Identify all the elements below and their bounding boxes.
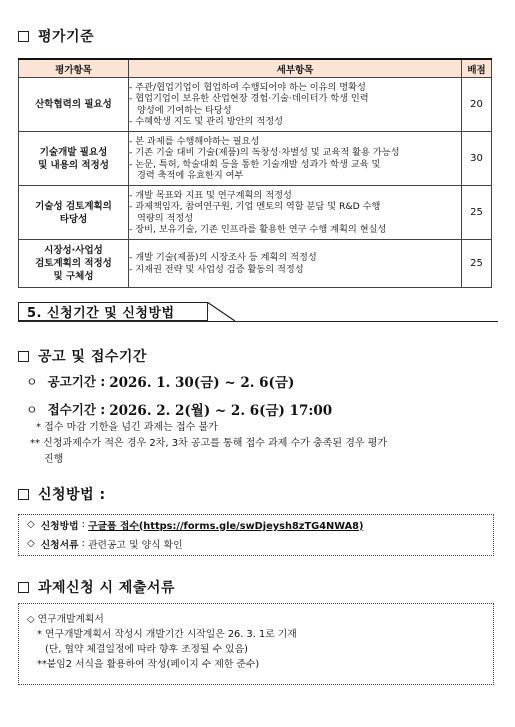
eval-item: 기술개발 필요성 및 내용의 적정성 [19, 132, 129, 186]
section-5-title: 5. 신청기간 및 신청방법 [18, 302, 208, 321]
eval-item: 산학협력의 필요성 [19, 78, 129, 132]
eval-item: 기술성 검토계획의 타당성 [19, 186, 129, 240]
table-row [19, 240, 492, 288]
notice-heading-title: 공고 및 접수기간 [38, 349, 147, 365]
eval-details: - 본 과제를 수행해야하는 필요성 - 기존 기술 대비 기술(제품)의 독창성·차별성 및 교육적 활용 가능성 - 논문, 특허, 학술대회 등을 통한 기술개발 성과가 학생 교육 및 경력 축적에 유효한지 여부 [129, 132, 462, 186]
banner-slant-icon [206, 302, 236, 322]
eval-heading [18, 26, 94, 46]
empty-square-icon [18, 31, 29, 42]
circle-bullet-icon: ㅇ [26, 402, 38, 417]
col-header: 세부항목 [129, 59, 462, 78]
notice-heading [18, 346, 147, 366]
announce-period [26, 371, 294, 391]
table-row [19, 186, 492, 240]
submit-box [18, 603, 494, 685]
method-heading-title: 신청방법 : [38, 487, 106, 503]
submit-line: * 연구개발계획서 작성시 개발기간 시작일은 26. 3. 1로 기재 [37, 629, 297, 640]
diamond-bullet-icon: ◇ [27, 519, 35, 530]
note-deadline: * 접수 마감 기한을 넘긴 과제는 접수 불가 [36, 422, 218, 433]
documents-row [19, 534, 493, 553]
empty-square-icon [18, 351, 29, 362]
google-form-link[interactable]: 구글폼 접수(https://forms.gle/swDjeysh8zTG4NWA8) [88, 520, 364, 532]
announce-label: 공고기간 : [47, 374, 106, 389]
col-header: 평가항목 [19, 59, 129, 78]
documents-value: 관련공고 및 양식 확인 [88, 539, 183, 551]
eval-item: 시장성·사업성 검토계획의 적정성 및 구체성 [19, 240, 129, 288]
eval-score: 25 [462, 240, 492, 288]
eval-table [18, 58, 492, 288]
empty-square-icon [18, 582, 29, 593]
documents-separator: : [78, 538, 89, 549]
circle-bullet-icon: ㅇ [26, 374, 38, 389]
section-5-banner [18, 302, 233, 323]
table-row [19, 78, 492, 132]
submit-line: (단, 협약 체결일정에 따라 향후 조정될 수 있음) [45, 644, 248, 655]
eval-score: 25 [462, 186, 492, 240]
method-row [19, 515, 493, 534]
eval-details: - 개발 목표와 지표 및 연구계획의 적정성 - 과제책임자, 참여연구원, 기업 멘토의 역할 분담 및 R&D 수행 역량의 적정성 - 장비, 보유기술, 기존 인프라를 활용한 연구 수행 계획의 현실성 [129, 186, 462, 240]
method-label: 신청방법 [40, 520, 79, 532]
method-box [18, 514, 494, 556]
submit-line: ◇ 연구개발계획서 [27, 614, 104, 625]
note-second-round-cont: 진행 [44, 454, 64, 465]
col-header: 배점 [462, 59, 492, 78]
empty-square-icon [18, 489, 29, 500]
eval-details: - 개발 기술(제품)의 시장조사 등 계획의 적정성 - 지재권 전략 및 사업성 검증 활동의 적정성 [129, 240, 462, 288]
eval-score: 20 [462, 78, 492, 132]
table-header-row [19, 59, 492, 78]
method-separator: : [78, 519, 89, 530]
announce-value: 2026. 1. 30(금) ~ 2. 6(금) [109, 375, 295, 391]
eval-heading-title: 평가기준 [38, 29, 95, 45]
receive-label: 접수기간 : [47, 402, 106, 417]
submit-heading-title: 과제신청 시 제출서류 [38, 580, 175, 596]
receive-value: 2026. 2. 2(월) ~ 2. 6(금) 17:00 [109, 403, 333, 419]
submit-heading [18, 577, 175, 597]
receive-period [26, 399, 332, 419]
diamond-bullet-icon: ◇ [27, 538, 35, 549]
submit-line: **붙임2 서식을 활용하여 작성(페이지 수 제한 준수) [37, 659, 260, 670]
banner-underline [18, 321, 498, 322]
method-heading [18, 484, 106, 504]
table-row [19, 132, 492, 186]
eval-details: - 주관/협업기업이 협업하여 수행되어야 하는 이유의 명확성 - 협업기업이 보유한 산업현장 경험·기술·데이터가 학생 인력 양성에 기여하는 타당성 - 수혜학생 지도 및 관리 방안의 적정성 [129, 78, 462, 132]
note-second-round: ** 신청과제수가 적은 경우 2차, 3차 공고를 통해 접수 과제 수가 충족된 경우 평가 [30, 438, 388, 449]
eval-score: 30 [462, 132, 492, 186]
documents-label: 신청서류 [40, 539, 79, 551]
